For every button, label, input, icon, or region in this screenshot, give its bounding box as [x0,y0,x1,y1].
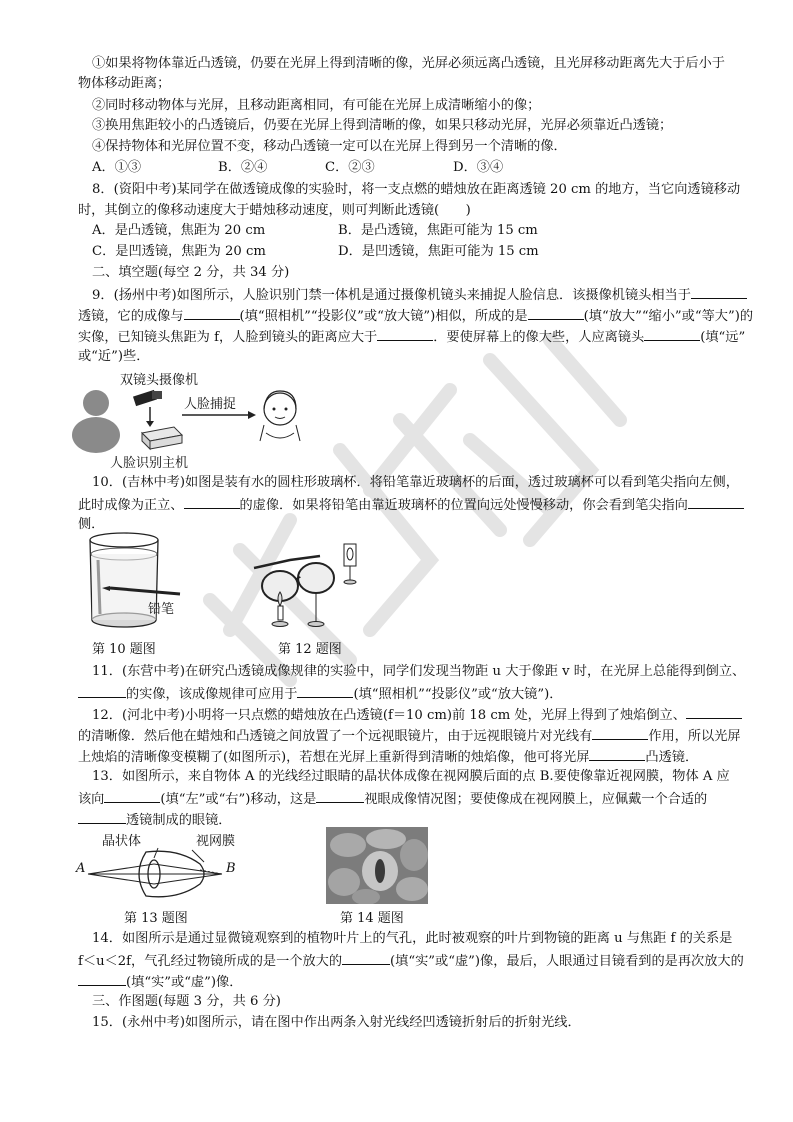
stomata-micrograph [326,827,428,904]
q13-line-2b: (填“左”或“右”)移动，这是 [160,792,317,807]
q10-line-1: 10．(吉林中考)如图是装有水的圆柱形玻璃杯．将铅笔靠近玻璃杯的后面，透过玻璃杯可以看到笔尖指向左侧， [92,475,739,490]
q14-blank-1[interactable] [342,950,390,965]
q9-line-2a: 透镜，它的成像与 [78,309,184,324]
q11-blank-2[interactable] [297,683,353,698]
eye-diagram [74,846,244,902]
q12-line-2b: 作用，所以光屏 [648,729,741,744]
q12-blank-3[interactable] [589,746,645,761]
q7-option-a: A．①③ [92,160,142,175]
q14-blank-2[interactable] [78,971,126,986]
q11-line-1: 11．(东营中考)在研究凸透镜成像规律的实验中，同学们发现当物距 u 大于像距 v 时，在光屏上总能得到倒立、 [92,664,746,679]
q7-statement-4: ④保持物体和光屏位置不变，移动凸透镜一定可以在光屏上得到另一个清晰的像． [92,139,567,154]
q13-line-3-text: 透镜制成的眼镜． [126,813,232,828]
q9-line-3b: ．要使屏幕上的像大些，人应离镜头 [433,330,645,345]
q12-blank-2[interactable] [592,725,648,740]
q7-statement-1a: ①如果将物体靠近凸透镜，仍要在光屏上得到清晰的像，光屏必须远离凸透镜，且光屏移动距离先大于后小于 [92,56,725,71]
q9-blank-4[interactable] [377,326,433,341]
q7-statement-3: ③换用焦距较小的凸透镜后，仍要在光屏上得到清晰的像，如果只移动光屏，光屏必须靠近凸透镜； [92,118,673,133]
q9-line-4: 或“近”)些． [78,349,150,364]
q10-figure-caption: 第 10 题图 [92,642,156,657]
q13-figure-caption: 第 13 题图 [124,911,188,926]
q9-fig-capture-label: 人脸捕捉 [184,397,237,412]
q8-option-b: B．是凸透镜，焦距可能为 15 cm [338,223,538,238]
q8-option-a: A．是凸透镜，焦距为 20 cm [92,223,266,238]
q12-line-2 [78,725,741,747]
q14-line-3-text: (填“实”或“虚”)像． [126,975,243,990]
q13-line-2 [78,788,707,810]
q11-line-2a: 的实像，该成像规律可应用于 [126,687,298,702]
q9-line-2b: (填“照相机”“投影仪”或“放大镜”)相似，所成的是 [239,309,528,324]
q12-line-1 [92,704,742,726]
q12-line-3 [78,746,698,768]
q10-line-2 [78,494,744,516]
q12-figure-caption: 第 12 题图 [278,642,342,657]
q14-line-2 [78,950,744,972]
q9-line-3 [78,326,745,348]
q13-blank-3[interactable] [78,809,126,824]
q14-line-3 [78,971,242,993]
q8-option-d: D．是凹透镜，焦距可能为 15 cm [338,244,539,259]
q14-line-2a: f＜u＜2f，气孔经过物镜所成的是一个放大的 [78,954,343,969]
q9-line-3a: 实像，已知镜头焦距为 f，人脸到镜头的距离应大于 [78,330,378,345]
q9-blank-1[interactable] [691,284,747,299]
q9-line-2c: (填“放大”“缩小”或“等大”)的 [583,309,754,324]
q9-line-1-text: 9．(扬州中考)如图所示，人脸识别门禁一体机是通过摄像机镜头来捕捉人脸信息．该摄像机镜头相当于 [92,288,691,303]
q11-line-2 [78,683,562,705]
q13-point-a: A [76,861,86,876]
q10-blank-1[interactable] [184,494,240,509]
q10-pencil-label: 铅笔 [148,602,175,617]
q7-option-d: D．③④ [453,160,504,175]
q7-statement-1b: 物体移动距离； [78,76,171,91]
q9-fig-camera-label: 双镜头摄像机 [120,373,199,388]
q13-line-3 [78,809,232,831]
q11-line-2b: (填“照相机”“投影仪”或“放大镜”)． [353,687,563,702]
q10-line-3: 侧． [78,517,105,532]
q8-line-1: 8．(资阳中考)某同学在做透镜成像的实验时，将一支点燃的蜡烛放在距离透镜 20 cm 的地方，当它向透镜移动 [92,182,741,197]
q12-line-3b: 凸透镜． [645,750,699,765]
q13-retina-label: 视网膜 [196,834,236,849]
q7-option-c: C．②③ [325,160,375,175]
q7-statement-2: ②同时移动物体与光屏，且移动距离相同，有可能在光屏上成清晰缩小的像； [92,98,541,113]
q9-line-1 [92,284,747,306]
q13-point-b: B [226,861,236,876]
q9-line-3c: (填“远” [700,330,746,345]
q7-option-b: B．②④ [218,160,268,175]
q9-blank-2[interactable] [184,305,240,320]
q10-line-2b: 的虚像．如果将铅笔由靠近玻璃杯的位置向远处慢慢移动，你会看到笔尖指向 [239,498,688,513]
q13-line-2c: 视眼成像情况图；要使像成在视网膜上，应佩戴一个合适的 [364,792,708,807]
q11-blank-1[interactable] [78,683,126,698]
q15-line-1: 15．(永州中考)如图所示，请在图中作出两条入射光线经凹透镜折射后的折射光线． [92,1015,581,1030]
q10-line-2a: 此时成像为正立、 [78,498,184,513]
q14-figure-caption: 第 14 题图 [340,911,404,926]
q12-blank-1[interactable] [686,704,742,719]
q14-line-1: 14．如图所示是通过显微镜观察到的植物叶片上的气孔，此时被观察的叶片到物镜的距离 u 与焦距 f 的关系是 [92,931,733,946]
q12-line-3a: 上烛焰的清晰像变模糊了(如图所示)，若想在光屏上重新得到清晰的烛焰像，他可将光屏 [78,750,590,765]
q9-line-2 [78,305,753,327]
section-3-heading: 三、作图题(每题 3 分，共 6 分) [92,994,281,1009]
face-recognition-diagram [70,385,310,457]
q13-line-1: 13．如图所示，来自物体 A 的光线经过眼睛的晶状体成像在视网膜后面的点 B.要使像靠近视网膜，物体 A 应 [92,769,730,784]
q10-blank-2[interactable] [688,494,744,509]
section-2-heading: 二、填空题(每空 2 分，共 34 分) [92,265,290,280]
q9-blank-3[interactable] [528,305,584,320]
q13-blank-2[interactable] [316,788,364,803]
q8-line-2: 时，其倒立的像移动速度大于蜡烛移动速度，则可判断此透镜( ) [78,203,471,218]
q14-line-2b: (填“实”或“虚”)像，最后，人眼通过目镜看到的是再次放大的 [390,954,744,969]
q12-line-1-text: 12．(河北中考)小明将一只点燃的蜡烛放在凸透镜(f＝10 cm)前 18 cm 处，光屏上得到了烛焰倒立、 [92,708,686,723]
q12-line-2a: 的清晰像．然后他在蜡烛和凸透镜之间放置了一个远视眼镜片，由于远视眼镜片对光线有 [78,729,593,744]
q13-lens-label: 晶状体 [102,834,142,849]
q9-blank-5[interactable] [644,326,700,341]
glasses-candle-figure [250,540,380,634]
q8-option-c: C．是凹透镜，焦距为 20 cm [92,244,266,259]
q13-blank-1[interactable] [104,788,160,803]
q9-fig-host-label: 人脸识别主机 [110,456,189,471]
q13-line-2a: 该向 [78,792,105,807]
